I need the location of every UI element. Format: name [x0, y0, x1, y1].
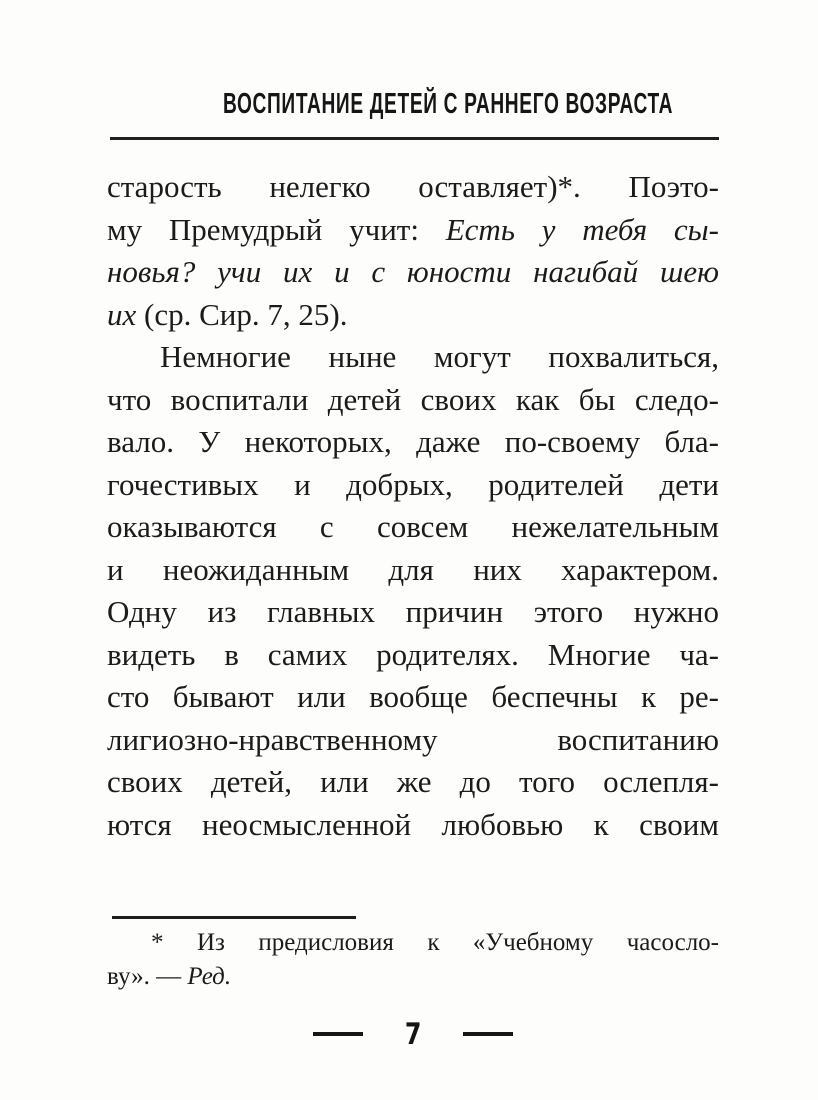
text-line	[107, 719, 719, 762]
footnote-text-italic: Ред.	[187, 963, 232, 990]
text-run: Немногие ныне могут похвалиться,	[160, 339, 719, 374]
footnote	[107, 926, 719, 994]
text-line	[107, 464, 719, 507]
text-line	[107, 336, 719, 379]
footnote-rule	[112, 916, 356, 919]
text-run-italic: их	[107, 296, 145, 332]
text-line	[107, 506, 719, 549]
text-run: му Премудрый учит:	[107, 211, 446, 247]
page-number-dash-left	[313, 1032, 363, 1036]
text-run: сто бывают или вообще беспечны к ре-	[107, 679, 719, 714]
text-line	[107, 166, 719, 209]
text-run: и неожиданным для них характером.	[107, 551, 719, 587]
footnote-text: ву». —	[107, 963, 188, 990]
page-number-dash-right	[463, 1032, 513, 1036]
text-run: Одну из главных причин этого нужно	[107, 594, 719, 629]
body-text	[107, 166, 719, 846]
text-line	[107, 804, 719, 847]
text-run: оказываются с совсем нежелательным	[107, 509, 719, 544]
page-number-row	[107, 1016, 719, 1052]
running-title: ВОСПИТАНИЕ ДЕТЕЙ С РАННЕГО ВОЗРАСТА	[222, 88, 674, 120]
text-run: вало. У некоторых, даже по-своему бла-	[107, 424, 719, 459]
text-line	[107, 591, 719, 634]
text-line	[107, 379, 719, 422]
text-run: гочестивых и добрых, родителей дети	[107, 466, 719, 502]
running-header	[107, 88, 719, 121]
text-run: видеть в самих родителях. Многие ча-	[107, 636, 719, 672]
text-run-italic: Есть у тебя сы-	[445, 211, 719, 247]
text-line	[107, 209, 719, 252]
page-number: 7	[404, 1017, 422, 1051]
footnote-line	[107, 960, 719, 994]
text-line	[107, 676, 719, 719]
text-run: старость нелегко оставляет)*. Поэто-	[107, 169, 719, 204]
text-run: (ср. Сир. 7, 25).	[144, 296, 348, 332]
text-line	[107, 251, 719, 294]
footnote-line	[107, 926, 719, 960]
header-rule	[110, 137, 719, 140]
text-line	[107, 421, 719, 464]
text-line	[107, 294, 719, 337]
text-line	[107, 634, 719, 677]
footnote-text: * Из предисловия к «Учебному часосло-	[151, 929, 719, 956]
text-run: ются неосмысленной любовью к своим	[107, 806, 719, 842]
text-run-italic: новья? учи их и с юности нагибай шею	[107, 254, 719, 289]
text-line	[107, 761, 719, 804]
text-run: своих детей, или же до того ослепля-	[107, 764, 719, 799]
text-line	[107, 549, 719, 592]
text-run: что воспитали детей своих как бы следо-	[107, 381, 719, 417]
text-run: лигиозно-нравственному воспитанию	[107, 721, 719, 757]
